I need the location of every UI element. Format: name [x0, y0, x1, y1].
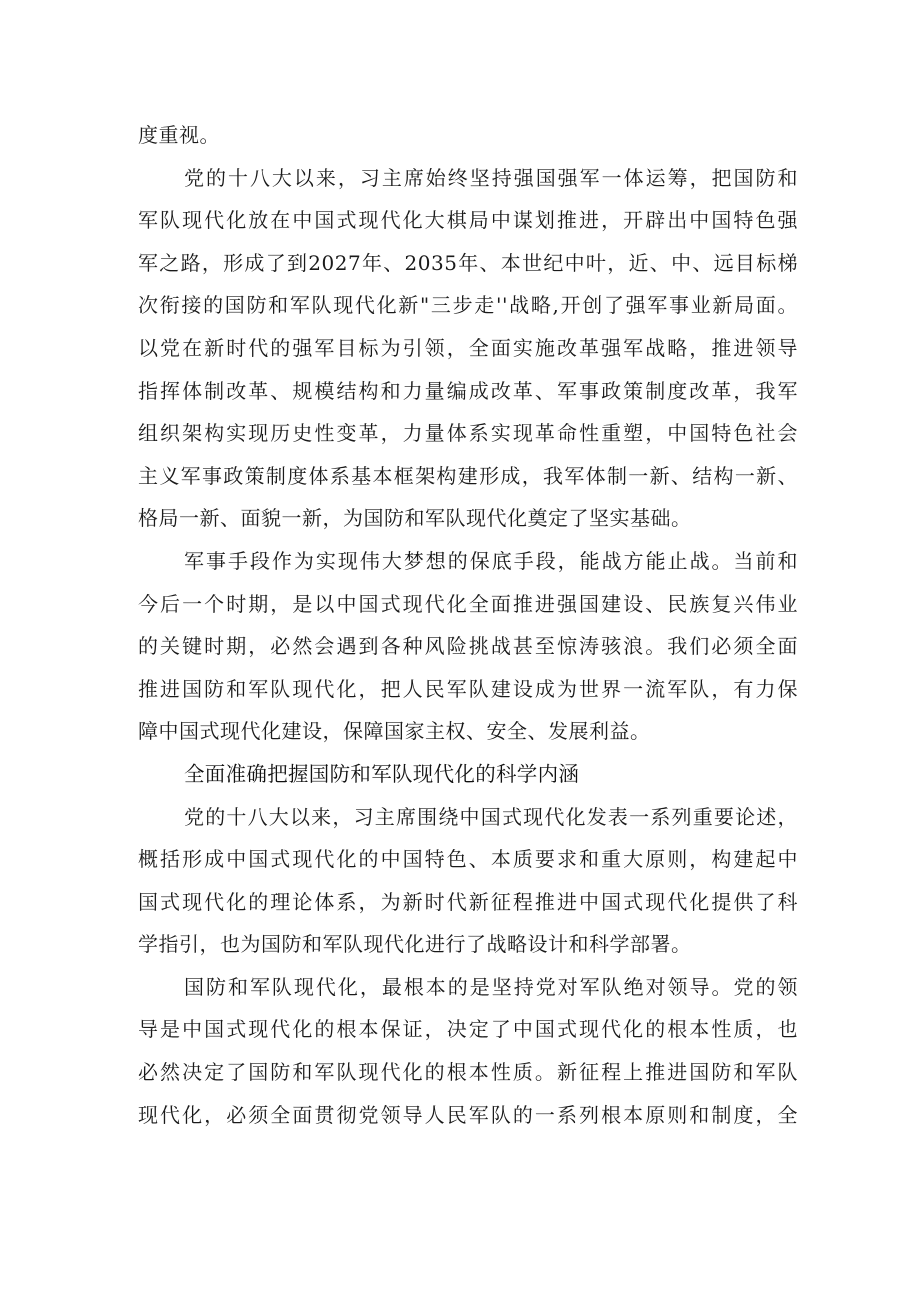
- paragraph-line: 以党在新时代的强军目标为引领，全面实施改革强军战略，推进领导: [138, 335, 798, 360]
- paragraph-line: 概括形成中国式现代化的中国特色、本质要求和重大原则，构建起中: [138, 847, 798, 872]
- paragraph-line: 国防和军队现代化，最根本的是坚持党对军队绝对领导。党的领: [184, 974, 798, 999]
- paragraph-line: 组织架构实现历史性变革，力量体系实现革命性重塑，中国特色社会: [138, 421, 798, 446]
- paragraph-line: 军事手段作为实现伟大梦想的保底手段，能战方能止战。当前和: [184, 548, 798, 573]
- paragraph-line: 党的十八大以来，习主席围绕中国式现代化发表一系列重要论述，: [184, 804, 798, 829]
- paragraph-line: 今后一个时期，是以中国式现代化全面推进强国建设、民族复兴伟业: [138, 591, 798, 616]
- paragraph-line: 指挥体制改革、规模结构和力量编成改革、军事政策制度改革，我军: [138, 378, 798, 403]
- paragraph-line: 主义军事政策制度体系基本框架构建形成，我军体制一新、结构一新、: [138, 463, 798, 488]
- paragraph-line: 现代化，必须全面贯彻党领导人民军队的一系列根本原则和制度，全: [138, 1102, 798, 1127]
- paragraph-line: 学指引，也为国防和军队现代化进行了战略设计和科学部署。: [138, 932, 692, 957]
- paragraph-line: 格局一新、面貌一新，为国防和军队现代化奠定了坚实基础。: [138, 506, 692, 531]
- document-body: [138, 114, 798, 1136]
- paragraph-line: 党的十八大以来，习主席始终坚持强国强军一体运筹，把国防和: [184, 165, 798, 190]
- section-heading: 全面准确把握国防和军队现代化的科学内涵: [184, 761, 580, 786]
- paragraph-line: 次衔接的国防和军队现代化新"三步走''战略,开创了强军事业新局面。: [138, 293, 798, 318]
- paragraph-line: 的关键时期，必然会遇到各种风险挑战甚至惊涛骇浪。我们必须全面: [138, 634, 798, 659]
- paragraph-line: 推进国防和军队现代化，把人民军队建设成为世界一流军队，有力保: [138, 676, 798, 701]
- paragraph-line: 军之路，形成了到2027年、2035年、本世纪中叶，近、中、远目标梯: [138, 250, 798, 275]
- paragraph-line: 障中国式现代化建设，保障国家主权、安全、发展利益。: [138, 719, 651, 744]
- paragraph-line: 导是中国式现代化的根本保证，决定了中国式现代化的根本性质，也: [138, 1017, 798, 1042]
- paragraph-line: 必然决定了国防和军队现代化的根本性质。新征程上推进国防和军队: [138, 1060, 798, 1085]
- paragraph-line: 国式现代化的理论体系，为新时代新征程推进中国式现代化提供了科: [138, 889, 798, 914]
- paragraph-line: 度重视。: [138, 123, 220, 147]
- paragraph-line: 军队现代化放在中国式现代化大棋局中谋划推进，开辟出中国特色强: [138, 208, 798, 233]
